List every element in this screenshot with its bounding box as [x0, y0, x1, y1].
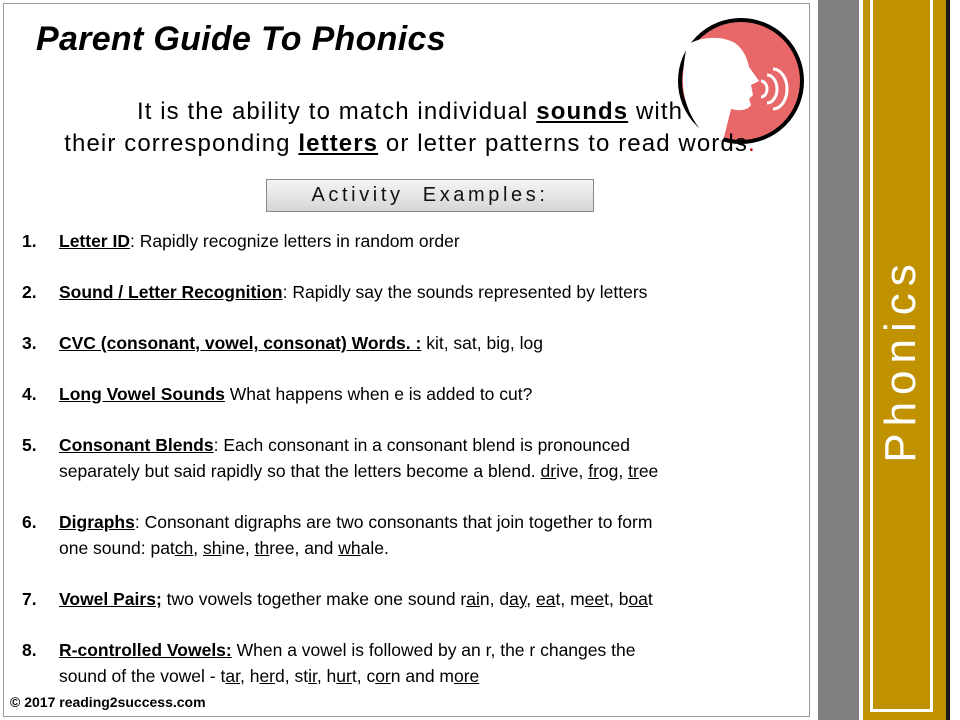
vowel-pair-highlight: oa	[628, 589, 648, 609]
item-number: 4.	[22, 384, 37, 404]
definition-text	[8, 96, 812, 160]
example-word-part: ree, and	[269, 538, 339, 558]
blend-highlight: tr	[628, 461, 639, 481]
example-word-part: og,	[598, 461, 629, 481]
example-word-part: n, d	[479, 589, 510, 609]
definition-part: or letter patterns to read words	[378, 130, 748, 157]
digraph-highlight: th	[254, 538, 270, 558]
example-word-part: t, b	[604, 589, 629, 609]
r-controlled-highlight: ar	[225, 666, 240, 686]
item-description: What happens when e is added to cut?	[224, 384, 533, 404]
example-word-part: ,	[193, 538, 204, 558]
blend-highlight: fr	[588, 461, 599, 481]
example-word-part: n and m	[390, 666, 454, 686]
r-controlled-highlight: ore	[454, 666, 480, 686]
item-description: separately but said rapidly so that the letters become a blend.	[59, 461, 541, 481]
sidebar	[863, 0, 946, 720]
right-stripe	[946, 0, 950, 720]
item-description: : Each consonant in a consonant blend is pronounced	[213, 435, 631, 455]
page-title: Parent Guide To Phonics	[36, 20, 446, 58]
example-word-part: , h	[316, 666, 337, 686]
item-number: 5.	[22, 435, 37, 455]
item-number: 3.	[22, 333, 37, 353]
item-description: one sound: pat	[59, 538, 175, 558]
gray-band	[818, 0, 859, 720]
item-number: 6.	[22, 512, 37, 532]
example-word-part: ee	[638, 461, 659, 481]
vowel-pair-highlight: ea	[536, 589, 556, 609]
definition-period: .	[747, 130, 756, 157]
definition-part: It is the ability to match individual	[136, 98, 537, 125]
item-description: : Rapidly say the sounds represented by letters	[282, 282, 648, 302]
vowel-pair-highlight: ai	[466, 589, 480, 609]
example-word-part: ,	[526, 589, 537, 609]
item-description: When a vowel is followed by an r, the r changes the	[231, 640, 636, 660]
item-term: Digraphs	[59, 512, 135, 532]
blend-highlight: dr	[540, 461, 557, 481]
item-term: Sound / Letter Recognition	[59, 282, 283, 302]
definition-part: their corresponding	[64, 130, 299, 157]
item-term: Letter ID	[59, 231, 130, 251]
item-number: 1.	[22, 231, 37, 251]
item-term: Vowel Pairs;	[59, 589, 162, 609]
example-word-part: , h	[239, 666, 260, 686]
item-number: 7.	[22, 589, 37, 609]
item-number: 8.	[22, 640, 37, 660]
example-word-part: ale.	[360, 538, 389, 558]
item-number: 2.	[22, 282, 37, 302]
example-word-part: ive,	[556, 461, 589, 481]
digraph-highlight: ch	[174, 538, 194, 558]
item-term: CVC (consonant, vowel, consonat) Words. :	[59, 333, 422, 353]
definition-part: with	[628, 98, 684, 125]
item-description: : Consonant digraphs are two consonants that join together to form	[134, 512, 653, 532]
example-word-part: t	[647, 589, 653, 609]
example-word-part: d, st	[275, 666, 309, 686]
keyword-letters: letters	[298, 130, 379, 157]
r-controlled-highlight: or	[375, 666, 391, 686]
item-term: Consonant Blends	[59, 435, 214, 455]
item-description: two vowels together make one sound r	[161, 589, 467, 609]
example-word-part: ine,	[221, 538, 255, 558]
item-description: sound of the vowel - t	[59, 666, 226, 686]
item-term: Long Vowel Sounds	[59, 384, 225, 404]
r-controlled-highlight: ir	[308, 666, 317, 686]
digraph-highlight: wh	[338, 538, 361, 558]
item-description: kit, sat, big, log	[421, 333, 543, 353]
item-description: : Rapidly recognize letters in random order	[129, 231, 460, 251]
digraph-highlight: sh	[203, 538, 222, 558]
activity-examples-heading: Activity Examples:	[266, 179, 594, 212]
vowel-pair-highlight: ee	[584, 589, 605, 609]
r-controlled-highlight: er	[259, 666, 275, 686]
copyright-footer: © 2017 reading2success.com	[10, 694, 206, 710]
r-controlled-highlight: ur	[336, 666, 352, 686]
example-word-part: t, c	[351, 666, 376, 686]
item-term: R-controlled Vowels:	[59, 640, 232, 660]
example-word-part: t, m	[555, 589, 585, 609]
vowel-pair-highlight: ay	[509, 589, 527, 609]
keyword-sounds: sounds	[536, 98, 629, 125]
sidebar-label: Phonics	[876, 257, 925, 463]
